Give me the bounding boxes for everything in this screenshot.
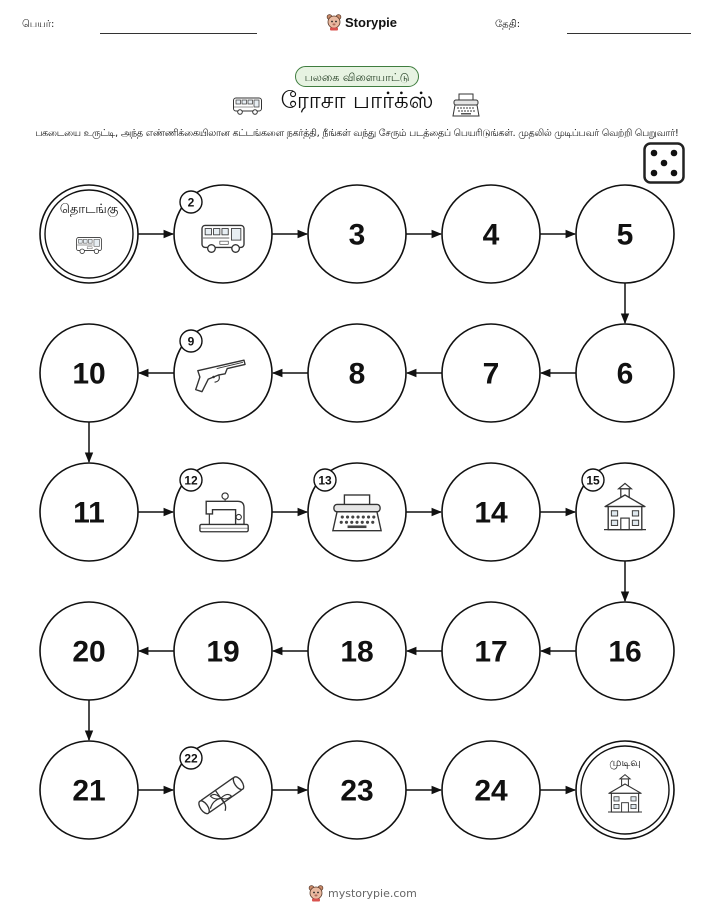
board-space-18 <box>308 602 406 700</box>
space-number: 17 <box>474 635 508 669</box>
footer <box>308 884 417 902</box>
space-number: 21 <box>72 774 106 808</box>
game-type-badge: பலகை விளையாட்டு <box>295 66 419 87</box>
space-number: 6 <box>616 357 634 391</box>
board-space-8 <box>308 324 406 422</box>
space-number: 3 <box>348 218 366 252</box>
board-space-9 <box>174 324 272 422</box>
footer-url: mystorypie.com <box>328 886 417 900</box>
space-number: 13 <box>318 473 332 488</box>
board-space-1 <box>40 185 138 283</box>
space-number: 4 <box>482 218 500 252</box>
space-number: 16 <box>608 635 642 669</box>
board-space-23 <box>308 741 406 839</box>
board-space-5 <box>576 185 674 283</box>
space-circle <box>40 185 138 283</box>
finish-label: முடிவு <box>609 756 641 769</box>
board-space-13 <box>308 463 406 561</box>
board-space-21 <box>40 741 138 839</box>
board-space-6 <box>576 324 674 422</box>
space-number: 23 <box>340 774 374 808</box>
board-space-3 <box>308 185 406 283</box>
board-space-10 <box>40 324 138 422</box>
board-space-2 <box>174 185 272 283</box>
space-number: 24 <box>474 774 508 808</box>
board-space-19 <box>174 602 272 700</box>
board-space-7 <box>442 324 540 422</box>
space-number: 19 <box>206 635 240 669</box>
space-number: 12 <box>184 473 198 488</box>
space-number: 15 <box>586 473 600 488</box>
board-space-16 <box>576 602 674 700</box>
space-number: 10 <box>72 357 106 391</box>
board-space-25 <box>576 741 674 839</box>
space-number: 14 <box>474 496 508 530</box>
space-number: 5 <box>616 218 634 252</box>
brand-name: Storypie <box>345 14 398 30</box>
board-space-20 <box>40 602 138 700</box>
page-title: ரோசா பார்க்ஸ் <box>280 88 434 114</box>
instructions-text: பகடையை உருட்டி, அந்த எண்ணிக்கையிலான கட்டங்களை நகர்த்தி, நீங்கள் வந்து சேரும் படத்தைப் பெயரிடுங்கள். முதலில் முடிப்பவர் வெற்றி பெறுவார்! <box>35 128 679 139</box>
space-number: 9 <box>187 334 195 349</box>
board-space-11 <box>40 463 138 561</box>
date-label: தேதி: <box>495 19 521 30</box>
name-label: பெயர்: <box>22 19 55 30</box>
space-number: 8 <box>348 357 366 391</box>
board-space-12 <box>174 463 272 561</box>
space-number: 20 <box>72 635 106 669</box>
board-space-24 <box>442 741 540 839</box>
space-number: 2 <box>187 195 195 210</box>
start-label: தொடங்கு <box>59 202 119 217</box>
space-number: 11 <box>73 496 105 530</box>
space-number: 18 <box>340 635 374 669</box>
space-number: 7 <box>482 357 500 391</box>
board-space-17 <box>442 602 540 700</box>
space-number: 22 <box>184 751 198 766</box>
board-space-22 <box>174 741 272 839</box>
board-space-15 <box>576 463 674 561</box>
storypie-mascot-icon <box>308 884 324 902</box>
board-space-4 <box>442 185 540 283</box>
board-space-14 <box>442 463 540 561</box>
